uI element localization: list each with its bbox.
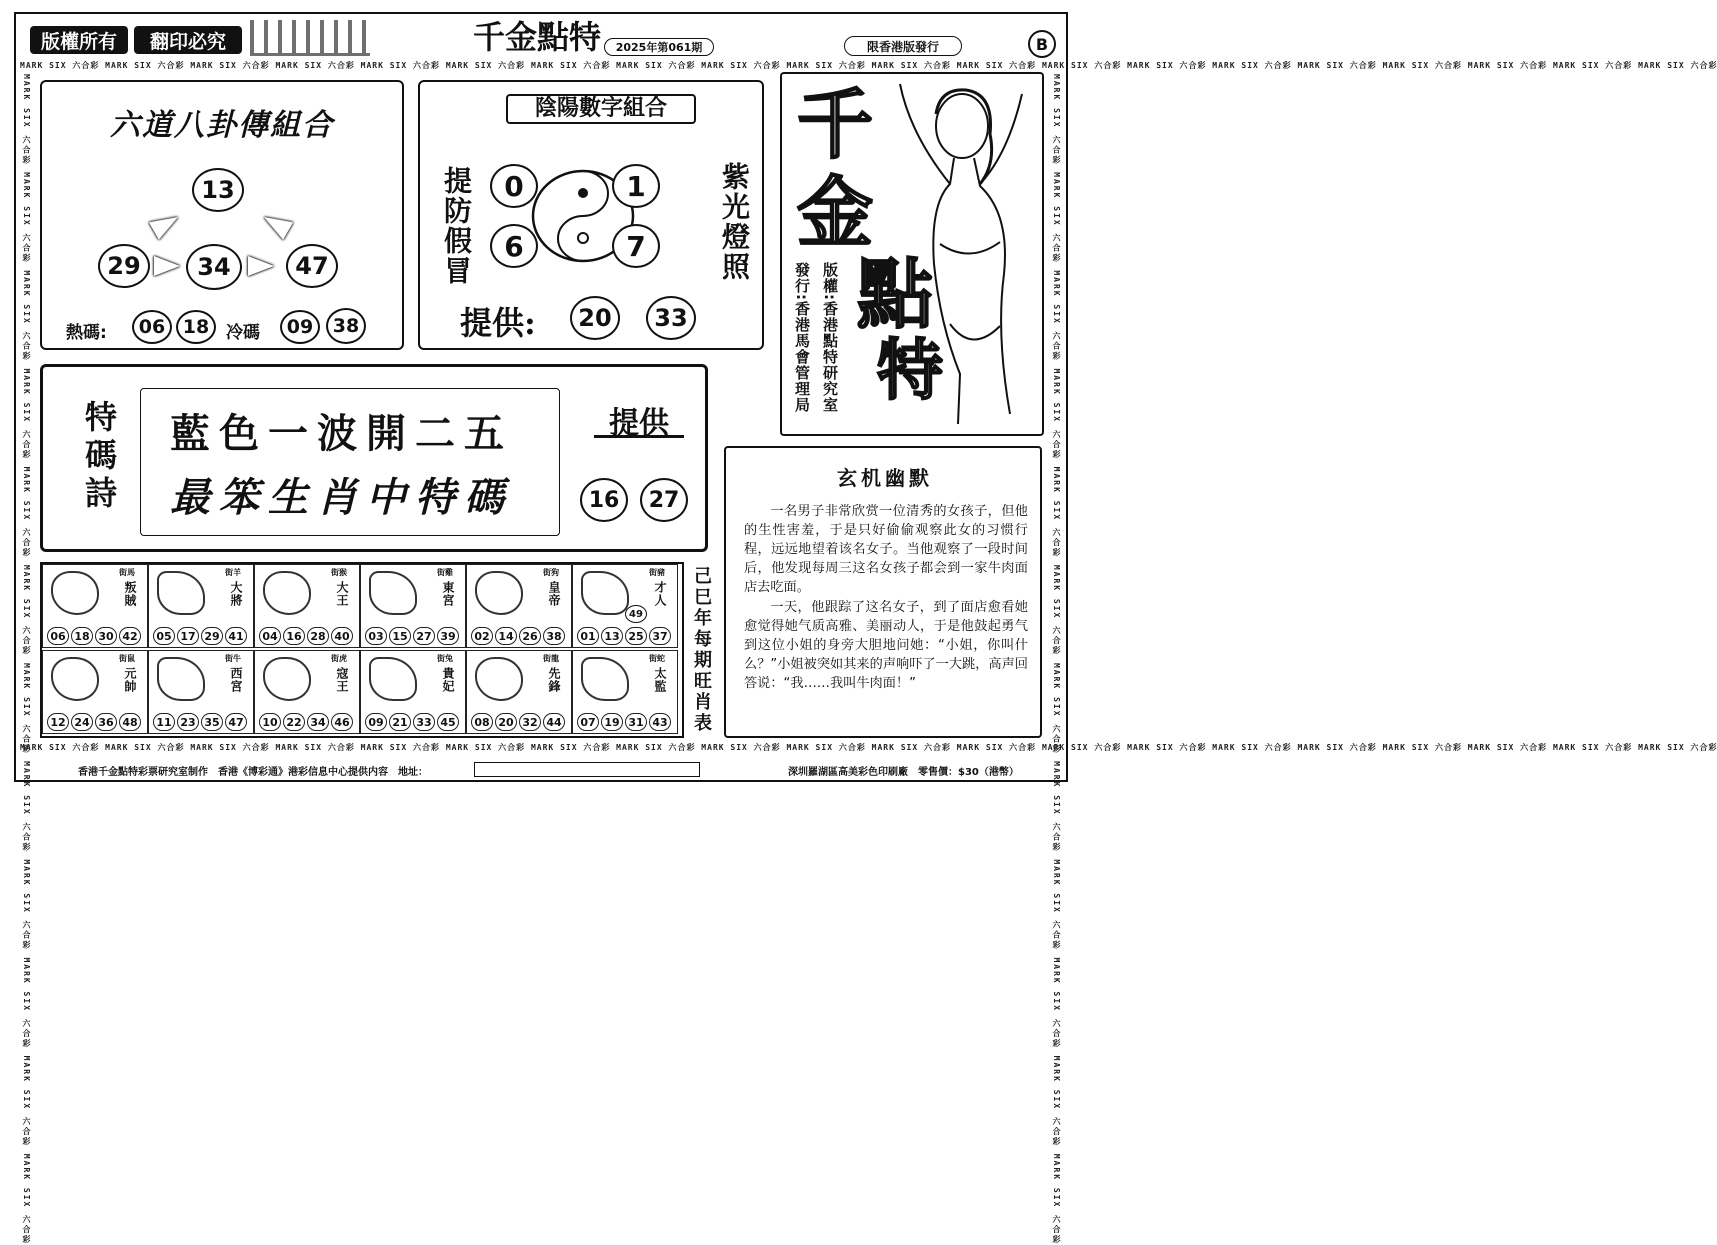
zodiac-number-row (471, 713, 565, 731)
poem-provide-label: 提供 (594, 398, 684, 438)
zodiac-number: 43 (649, 713, 671, 731)
edition-badge (1028, 30, 1056, 58)
zodiac-number-row (47, 627, 141, 645)
zodiac-animal-icon (475, 657, 523, 701)
zodiac-title: 太監 (653, 667, 667, 693)
zodiac-tag: 街羊 (225, 568, 241, 577)
zodiac-number: 26 (519, 627, 541, 645)
zodiac-number: 32 (519, 713, 541, 731)
trigram-ball-top: 13 (192, 168, 244, 212)
border-strip-top: MARK SIX 六合彩 MARK SIX 六合彩 MARK SIX 六合彩 MARK SIX 六合彩 MARK SIX 六合彩 MARK SIX 六合彩 MARK SIX 六合彩 MARK SIX 六合彩 MARK SIX 六合彩 MARK SIX 六合彩 MARK SIX 六合彩 MARK SIX 六合彩 MARK SIX 六合彩 MARK SIX 六合彩 MARK SIX 六合彩 MARK SIX 六合彩 MARK SIX 六合彩 MARK SIX 六合彩 MARK SIX 六合彩 MARK SIX 六合彩 (20, 61, 1717, 70)
zodiac-number: 33 (413, 713, 435, 731)
zodiac-title: 才人 (653, 581, 667, 607)
zodiac-number: 23 (177, 713, 199, 731)
zodiac-number: 39 (437, 627, 459, 645)
zodiac-number: 22 (283, 713, 305, 731)
yinyang-provide-number-2: 33 (646, 296, 696, 340)
zodiac-number: 27 (413, 627, 435, 645)
issue-number: 2025年第061期 (615, 41, 703, 54)
zodiac-number-row (365, 627, 459, 645)
zodiac-number: 01 (577, 627, 599, 645)
trigram-ball-right: 47 (286, 244, 338, 288)
zodiac-tag: 街龍 (543, 654, 559, 663)
arrow-right-1 (154, 256, 180, 276)
zodiac-animal-icon (369, 657, 417, 701)
zodiac-number: 48 (119, 713, 141, 731)
edition-letter: B (1035, 34, 1049, 54)
cold-number-1: 09 (280, 310, 320, 344)
zodiac-animal-icon (157, 571, 205, 615)
zodiac-title: 貴妃 (441, 667, 455, 693)
zodiac-number: 25 (625, 627, 647, 645)
zodiac-number: 19 (601, 713, 623, 731)
poster-big-text-4: 特 (877, 331, 943, 409)
zodiac-number: 41 (225, 627, 247, 645)
zodiac-cell (466, 650, 572, 734)
zodiac-animal-icon (581, 657, 629, 701)
poster-publisher: 發行:香港馬會管理局 (793, 262, 811, 413)
cold-number-2: 38 (326, 308, 366, 344)
zodiac-number: 40 (331, 627, 353, 645)
hot-number-1: 06 (132, 310, 172, 344)
riddle-paragraph-1: 一名男子非常欣赏一位清秀的女孩子，但他的生性害羞，于是只好偷偷观察此女的习惯行程，远远地望着该名女子。当他观察了一段时间后，他发现每周三这名女孩子都会到一家牛肉面店去吃面。 (744, 504, 1028, 595)
zodiac-number: 08 (471, 713, 493, 731)
zodiac-title: 西宮 (229, 667, 243, 693)
yinyang-provide-label: 提供: (460, 304, 536, 342)
zodiac-number: 10 (259, 713, 281, 731)
zodiac-cell (572, 564, 678, 648)
header-nocopy-box (134, 26, 242, 54)
zodiac-number: 28 (307, 627, 329, 645)
poem-line-2: 最笨生肖中特碼 (170, 474, 513, 521)
yinyang-title: 陰陽數字組合 (506, 94, 696, 124)
zodiac-animal-icon (51, 571, 99, 615)
zodiac-title: 皇帝 (547, 581, 561, 607)
zodiac-extra-number: 49 (625, 605, 647, 623)
zodiac-number-row (153, 627, 247, 645)
border-strip-bottom: MARK SIX 六合彩 MARK SIX 六合彩 MARK SIX 六合彩 MARK SIX 六合彩 MARK SIX 六合彩 MARK SIX 六合彩 MARK SIX 六合彩 MARK SIX 六合彩 MARK SIX 六合彩 MARK SIX 六合彩 MARK SIX 六合彩 MARK SIX 六合彩 MARK SIX 六合彩 MARK SIX 六合彩 MARK SIX 六合彩 MARK SIX 六合彩 MARK SIX 六合彩 MARK SIX 六合彩 MARK SIX 六合彩 MARK SIX 六合彩 (20, 743, 1717, 752)
trigram-ball-left: 29 (98, 244, 150, 288)
zodiac-number: 17 (177, 627, 199, 645)
poster-figure-image (900, 74, 1040, 434)
zodiac-number: 16 (283, 627, 305, 645)
yinyang-digit-6: 6 (490, 224, 538, 268)
zodiac-tag: 街蛇 (649, 654, 665, 663)
zodiac-number: 06 (47, 627, 69, 645)
limited-label: 限香港版發行 (866, 39, 939, 54)
zodiac-number: 15 (389, 627, 411, 645)
zodiac-cell (148, 650, 254, 734)
zodiac-tag: 街豬 (649, 568, 665, 577)
zodiac-title: 寇王 (335, 667, 349, 693)
yinyang-provide-number-1: 20 (570, 296, 620, 340)
zodiac-animal-icon (51, 657, 99, 701)
zodiac-cell (42, 564, 148, 648)
yinyang-digit-1: 1 (612, 164, 660, 208)
zodiac-number: 42 (119, 627, 141, 645)
zodiac-tag: 街猴 (331, 568, 347, 577)
zodiac-number: 12 (47, 713, 69, 731)
yinyang-digit-0: 0 (490, 164, 538, 208)
zodiac-number: 24 (71, 713, 93, 731)
zodiac-number: 04 (259, 627, 281, 645)
zodiac-cell (254, 650, 360, 734)
zodiac-cell (360, 650, 466, 734)
zodiac-title: 先鋒 (547, 667, 561, 693)
zodiac-animal-icon (369, 571, 417, 615)
zodiac-number: 09 (365, 713, 387, 731)
zodiac-tag: 街兔 (437, 654, 453, 663)
zodiac-tag: 街狗 (543, 568, 559, 577)
poem-number-1: 16 (580, 478, 628, 522)
zodiac-number-row (47, 713, 141, 731)
zodiac-number: 31 (625, 713, 647, 731)
arrow-right-2 (248, 256, 274, 276)
zodiac-number-row (577, 627, 671, 645)
zodiac-number: 18 (71, 627, 93, 645)
poster-big-text-2: 金 (797, 168, 873, 257)
zodiac-tag: 街雞 (437, 568, 453, 577)
zodiac-number: 44 (543, 713, 565, 731)
header-skyline (250, 20, 370, 56)
zodiac-title: 元帥 (123, 667, 137, 693)
zodiac-animal-icon (157, 657, 205, 701)
hot-label: 熱碼: (66, 323, 107, 343)
zodiac-number: 35 (201, 713, 223, 731)
limited-box (844, 36, 962, 56)
yinyang-left-text: 提防假冒 (440, 166, 473, 286)
yinyang-digit-7: 7 (612, 224, 660, 268)
zodiac-number: 30 (95, 627, 117, 645)
border-strip-right: MARK SIX 六合彩 MARK SIX 六合彩 MARK SIX 六合彩 MARK SIX 六合彩 MARK SIX 六合彩 MARK SIX 六合彩 MARK SIX 六合彩 MARK SIX 六合彩 MARK SIX 六合彩 MARK SIX 六合彩 MARK SIX 六合彩 MARK SIX 六合彩 (1052, 74, 1061, 1245)
footer-left-text: 香港千金點特彩票研究室制作 香港《博彩通》港彩信息中心提供内容 地址： (78, 767, 428, 778)
hot-number-2: 18 (176, 310, 216, 344)
zodiac-animal-icon (475, 571, 523, 615)
zodiac-animal-icon (581, 571, 629, 615)
cold-label: 冷碼 (226, 323, 260, 343)
zodiac-side-label: 己巳年每期旺肖表 (691, 566, 712, 734)
header-title: 千金點特 (472, 18, 601, 56)
poem-line-1: 藍色一波開二五 (170, 410, 513, 457)
no-copy-label: 翻印必究 (149, 30, 226, 53)
zodiac-number-row (153, 713, 247, 731)
zodiac-title: 東宮 (441, 581, 455, 607)
zodiac-animal-icon (263, 571, 311, 615)
zodiac-title: 大王 (335, 581, 349, 607)
riddle-title: 玄机幽默 (837, 466, 933, 490)
zodiac-number: 36 (95, 713, 117, 731)
zodiac-cell (254, 564, 360, 648)
header-copyright-box (30, 26, 128, 54)
poster-rights: 版權:香港點特研究室 (821, 262, 839, 413)
zodiac-number: 46 (331, 713, 353, 731)
zodiac-number: 34 (307, 713, 329, 731)
zodiac-number: 05 (153, 627, 175, 645)
zodiac-number: 45 (437, 713, 459, 731)
zodiac-number: 21 (389, 713, 411, 731)
zodiac-title: 叛賊 (123, 581, 137, 607)
zodiac-number: 11 (153, 713, 175, 731)
zodiac-tag: 街馬 (119, 568, 135, 577)
zodiac-cell (572, 650, 678, 734)
zodiac-number-row (259, 713, 353, 731)
poster-big-text-3: 點 (857, 250, 933, 339)
zodiac-title: 大將 (229, 581, 243, 607)
poem-label: 特碼詩 (80, 400, 118, 514)
copyright-label: 版權所有 (40, 30, 117, 53)
zodiac-number: 20 (495, 713, 517, 731)
zodiac-cell (148, 564, 254, 648)
border-strip-left: MARK SIX 六合彩 MARK SIX 六合彩 MARK SIX 六合彩 MARK SIX 六合彩 MARK SIX 六合彩 MARK SIX 六合彩 MARK SIX 六合彩 MARK SIX 六合彩 MARK SIX 六合彩 MARK SIX 六合彩 MARK SIX 六合彩 MARK SIX 六合彩 (22, 74, 31, 1245)
zodiac-cell (42, 650, 148, 734)
zodiac-number-row (365, 713, 459, 731)
footer-right-text: 深圳羅湖區高美彩色印刷廠 零售價：$30（港幣） (788, 767, 1019, 778)
zodiac-number-row (259, 627, 353, 645)
zodiac-cell (466, 564, 572, 648)
poster-big-text-1: 千 (797, 80, 873, 169)
zodiac-number: 07 (577, 713, 599, 731)
zodiac-number: 47 (225, 713, 247, 731)
zodiac-number: 37 (649, 627, 671, 645)
yinyang-right-text: 紫光燈照 (718, 162, 751, 282)
issue-box (604, 38, 714, 56)
zodiac-number: 13 (601, 627, 623, 645)
footer-address-field (474, 762, 700, 777)
zodiac-number: 02 (471, 627, 493, 645)
zodiac-number: 29 (201, 627, 223, 645)
trigram-title: 六道八卦傳組合 (110, 108, 334, 143)
zodiac-number: 03 (365, 627, 387, 645)
zodiac-tag: 街虎 (331, 654, 347, 663)
zodiac-tag: 街鼠 (119, 654, 135, 663)
poem-number-2: 27 (640, 478, 688, 522)
zodiac-cell (360, 564, 466, 648)
zodiac-number: 14 (495, 627, 517, 645)
zodiac-number: 38 (543, 627, 565, 645)
riddle-paragraph-2: 一天，他跟踪了这名女子，到了面店愈看她愈觉得她气质高雅、美丽动人，于是他鼓起勇气到这位小姐的身旁大胆地问她：“小姐，你叫什么？”小姐被突如其来的声响吓了一大跳，高声回答说：“我……我叫牛肉面！” (744, 600, 1028, 691)
zodiac-tag: 街牛 (225, 654, 241, 663)
zodiac-number-row (577, 713, 671, 731)
zodiac-number-row (471, 627, 565, 645)
zodiac-animal-icon (263, 657, 311, 701)
trigram-ball-center: 34 (186, 244, 242, 290)
